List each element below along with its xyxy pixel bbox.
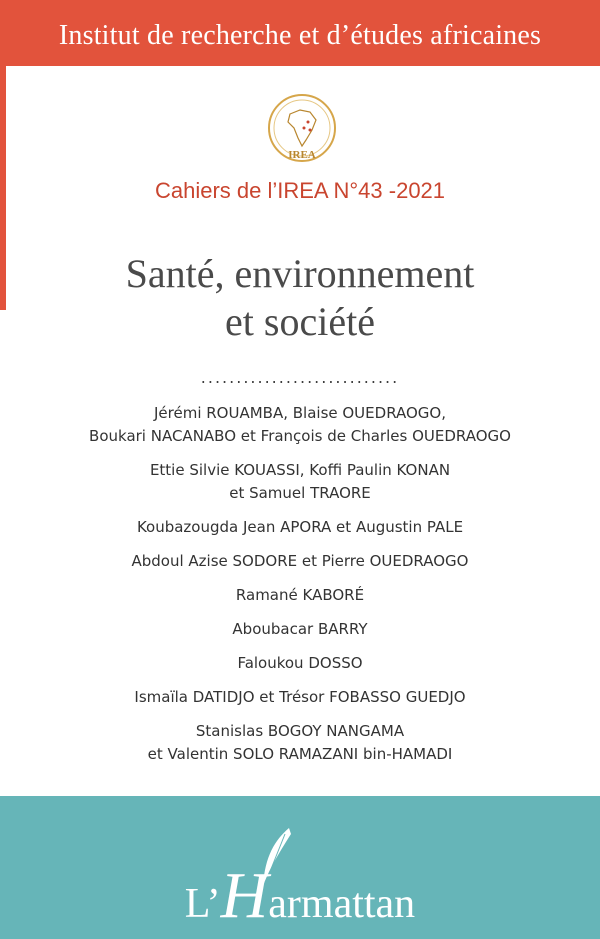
- author-group: [0, 584, 600, 607]
- publisher-rest: armattan: [268, 881, 416, 927]
- author-line: Ramané KABORÉ: [235, 586, 365, 604]
- author-group: [0, 618, 600, 641]
- book-title-line1: Santé, environnement: [125, 251, 475, 296]
- dotted-separator: ............................: [200, 368, 400, 387]
- book-title-line2: et société: [225, 299, 375, 344]
- author-group: [0, 686, 600, 709]
- author-group: [0, 550, 600, 573]
- book-title: [0, 250, 600, 346]
- author-group: [0, 516, 600, 539]
- author-line: Faloukou DOSSO: [237, 654, 363, 672]
- publisher-logo: [0, 858, 600, 934]
- author-group: [0, 402, 600, 448]
- author-line: Jérémi ROUAMBA, Blaise OUEDRAOGO,: [153, 404, 447, 422]
- author-line: Boukari NACANABO et François de Charles OUEDRAOGO: [89, 427, 511, 445]
- publisher-initial: H: [220, 859, 269, 932]
- author-line: Ettie Silvie KOUASSI, Koffi Paulin KONAN: [149, 461, 451, 479]
- author-group: [0, 720, 600, 766]
- author-list: [0, 402, 600, 777]
- author-line: Abdoul Azise SODORE et Pierre OUEDRAOGO: [131, 552, 469, 570]
- collection-line: Cahiers de l’IREA N°43 -2021: [154, 178, 446, 203]
- author-line: et Valentin SOLO RAMAZANI bin-HAMADI: [147, 745, 453, 763]
- series-title: Institut de recherche et d’études africaines: [58, 20, 542, 51]
- author-line: Aboubacar BARRY: [232, 620, 368, 638]
- publisher-prefix: L’: [184, 881, 221, 927]
- author-group: [0, 459, 600, 505]
- author-line: et Samuel TRAORE: [229, 484, 371, 502]
- logo-text: IREA: [288, 149, 316, 161]
- author-line: Stanislas BOGOY NANGAMA: [195, 722, 405, 740]
- author-line: Koubazougda Jean APORA et Augustin PALE: [136, 518, 464, 536]
- author-line: Ismaïla DATIDJO et Trésor FOBASSO GUEDJO: [134, 688, 466, 706]
- author-group: [0, 652, 600, 675]
- irea-logo: [264, 92, 340, 168]
